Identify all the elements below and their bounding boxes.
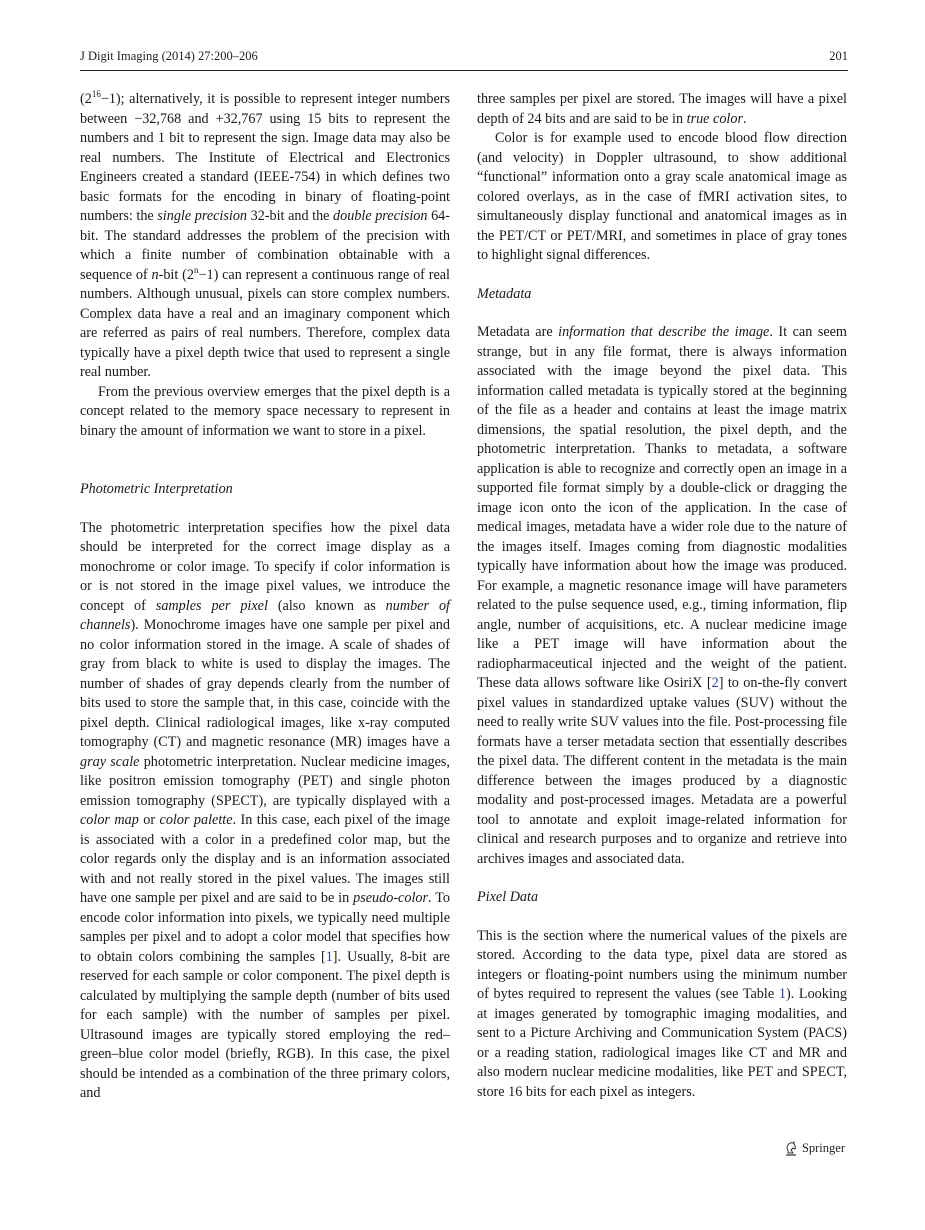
header-rule (80, 70, 848, 71)
citation-link-1[interactable]: 1 (325, 948, 333, 965)
paragraph-number-representation: $(2^{16}-1)$; alternatively, it is possible to represent integer numbers between −32,768 and +32,767 using 15 bits to represent the numbers and 1 bit to represent the sign. Image data may also be real numbers. The Institute of Electrical and Electronics Engineers created a standard (IEEE-754) in which defines two basic formats for the encoding in binary of floating-point numbers: the single precision 32-bit and the double precision 64-bit. The standard addresses the problem of the precision with which a finite number of combination obtainable with a sequence of n-bit $(2^n-1)$ can represent a continuous range of real numbers. Although unusual, pixels can store complex numbers. Complex data have a real and an imaginary component which are referred as pairs of real numbers. Therefore, complex data typically have a pixel depth twice that used to represent a single real number. (80, 89, 450, 380)
section-heading-photometric-interpretation: Photometric Interpretation (80, 481, 233, 497)
left-column (80, 90, 450, 1104)
journal-citation: J Digit Imaging (2014) 27:200–206 (80, 49, 258, 63)
citation-link-2[interactable]: 2 (711, 675, 719, 691)
section-heading-pixel-data: Pixel Data (477, 889, 539, 905)
table-link-1[interactable]: 1 (778, 986, 786, 1002)
paragraph-photometric-interpretation: The photometric interpretation specifies how the pixel data should be interpreted for the correct image display as a monochrome or color image. To specify if color information is or is not stored in the image pixel values, we introduce the concept of samples per pixel (also known as number of channels). Monochrome images have one sample per pixel and no color information stored in the image. A scale of shades of gray from black to white is used to display the images. The number of shades of gray depends clearly from the number of bits used to store the sample that, in this case, coincide with the pixel depth. Clinical radiological images, like x-ray computed tomography (CT) and magnetic resonance (MR) images have a gray scale photometric interpretation. Nuclear medicine images, like positron emission tomography (PET) and single photon emission tomography (SPECT), are typically displayed with a color map or color palette. In this case, each pixel of the image is associated with a color in a predefined color map, but the color regards only the display and is an information associated with and not really stored in the pixel values. The images still have one sample per pixel and are said to be in pseudo-color. To encode color information into pixels, we typically need multiple samples per pixel and to adopt a color model that specifies how to obtain colors combining the samples [1]. Usually, 8-bit are reserved for each sample or color component. The pixel depth is calculated by multiplying the sample depth (number of bits used for each sample) with the number of samples per pixel. Ultrasound images are typically stored employing the red–green–blue color model (briefly, RGB). In this case, the pixel should be intended as a combination of the three primary colors, and (80, 519, 451, 1101)
running-header (80, 49, 848, 69)
paragraph-metadata: Metadata are information that describe the image. It can seem strange, but in any file format, there is always information associated with the image beyond the pixel data. This information called metadata is typically stored at the beginning of the file as a header and contains at least the image matrix dimensions, the spatial resolution, the pixel depth, and the photometric interpretation. Thanks to metadata, a software application is able to recognize and correctly open an image in a supported file format simply by a double-click or dragging the image icon onto the icon of the application. In the case of medical images, metadata have a wider role due to the nature of the images itself. Images coming from diagnostic modalities typically have information about how the image was produced. For example, a magnetic resonance image will have parameters related to the pulse sequence used, e.g., timing information, flip angle, number of acquisitions, etc. A nuclear medicine image like a PET image will have information about the radiopharmaceutical injected and the weight of the patient. These data allows software like OsiriX [2] to on-the-fly convert pixel values in standardized uptake values (SUV) without the need to really write SUV values into the file. Post-processing file formats have a terser metadata section that essentially describes the pixel data. The different content in the metadata is the main difference between the images produced by a diagnostic modality and post-processed images. Metadata are a powerful tool to annotate and exploit image-related information for clinical and research purposes and to organize and retrieve into archives images and associated data. (477, 324, 848, 867)
paragraph-color-usage: Color is for example used to encode blood flow direction (and velocity) in Doppler ultrasound, to show additional “functional” information onto a gray scale anatomical image as colored overlays, as in the case of fMRI activation sites, to simultaneously display functional and anatomical images as in the PET/CT or PET/MRI, and sometimes in place of gray tones to highlight signal differences. (477, 130, 847, 263)
publisher-logo (784, 1141, 845, 1156)
paragraph-pixel-depth-summary: From the previous overview emerges that the pixel depth is a concept related to the memory space necessary to represent in binary the amount of information we want to store in a pixel. (80, 383, 450, 439)
section-heading-metadata: Metadata (477, 285, 532, 302)
page-number: 201 (829, 49, 848, 63)
right-column (477, 90, 847, 1102)
publisher-name: Springer (801, 1141, 845, 1155)
springer-knight-icon (784, 1141, 798, 1156)
paragraph-true-color: three samples per pixel are stored. The images will have a pixel depth of 24 bits and are said to be in true color. (477, 91, 847, 127)
paragraph-pixel-data: This is the section where the numerical values of the pixels are stored. According to the data type, pixel data are stored as integers or floating-point numbers using the minimum number of bytes required to represent the values (see Table 1). Looking at images generated by tomographic imaging modalities, and sent to a Picture Archiving and Communication System (PACS) or a reading station, radiological images like CT and MR and also modern nuclear medicine modalities, like PET and SPECT, store 16 bits for each pixel as integers. (477, 927, 847, 1100)
